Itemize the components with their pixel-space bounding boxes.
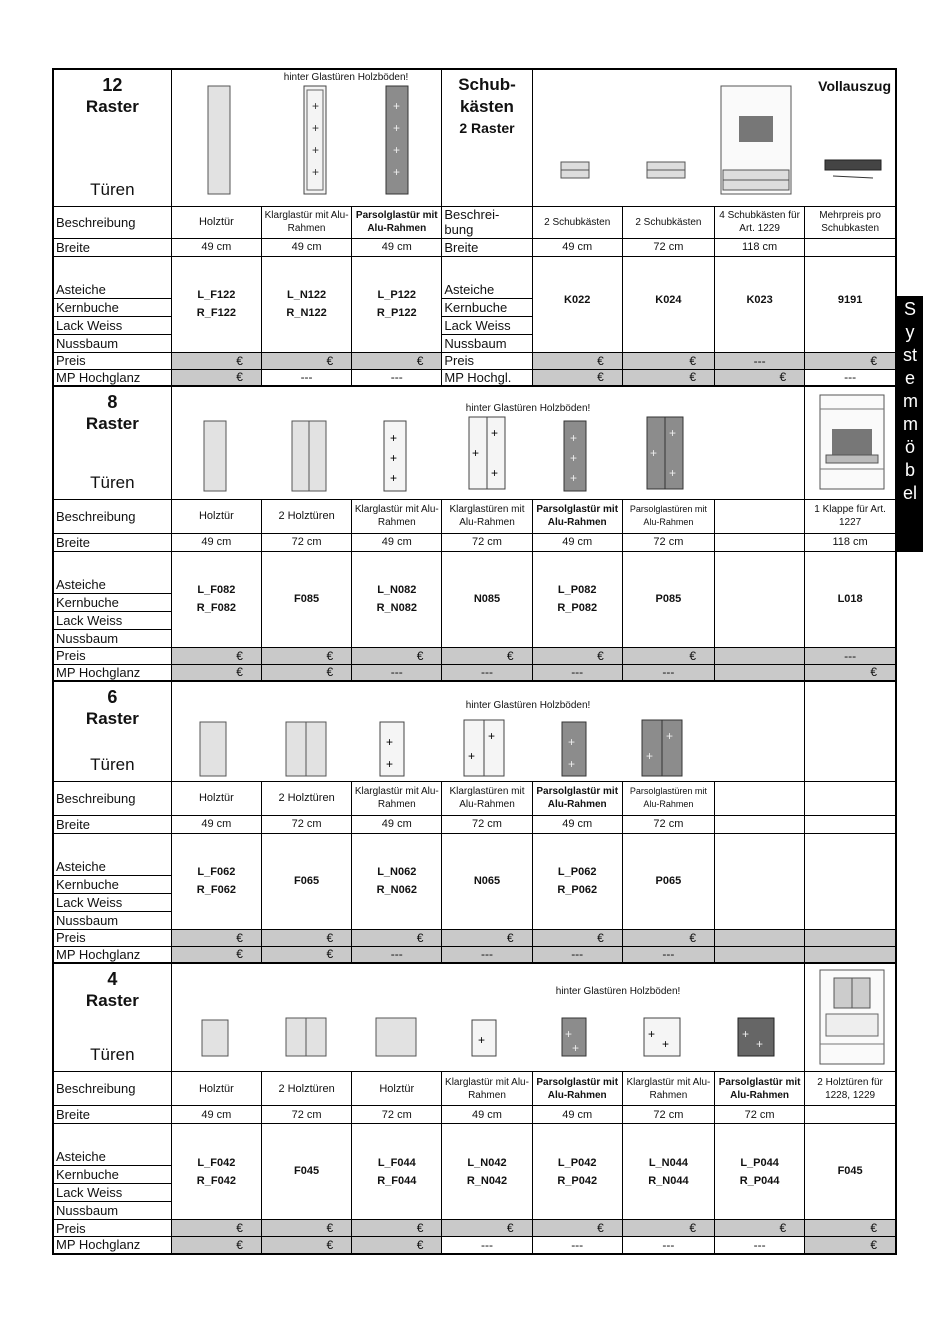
price-cell: € — [261, 929, 351, 946]
price-cell: --- — [805, 647, 896, 664]
mp-cell: € — [261, 664, 351, 681]
glass-note: hinter Glastüren Holzböden! — [555, 986, 681, 997]
mp-cell: --- — [442, 664, 532, 681]
svg-text:+: + — [741, 1027, 749, 1041]
width-cell: 49 cm — [442, 1106, 532, 1124]
desc-cell — [715, 781, 805, 815]
article-code: L018 — [805, 551, 896, 647]
price-cell: € — [171, 929, 261, 946]
price-cell — [715, 929, 805, 946]
width-cell: 49 cm — [171, 238, 261, 256]
label-mp: MP Hochglanz — [53, 1237, 171, 1254]
section-schub-images — [532, 69, 896, 206]
price-cell: € — [352, 1220, 442, 1237]
desc-cell: Parsolglastür mit Alu-Rahmen — [352, 206, 442, 238]
svg-text:+: + — [567, 735, 575, 749]
article-code: L_F082 R_F082 — [171, 551, 261, 647]
width-cell: 49 cm — [352, 238, 442, 256]
mp-cell: --- — [532, 664, 622, 681]
desc-cell: Parsolglastür mit Alu-Rahmen — [532, 1072, 622, 1106]
section-6-images — [171, 681, 804, 781]
finish-list: Asteiche Kernbuche Lack Weiss Nussbaum — [53, 833, 171, 929]
svg-text:+: + — [755, 1037, 763, 1051]
width-cell: 72 cm — [622, 238, 714, 256]
price-table — [52, 68, 897, 1255]
label-breite: Breite — [53, 815, 171, 833]
cabinet-illustration — [810, 964, 890, 1068]
door-illustrations — [172, 682, 805, 780]
price-cell: € — [352, 929, 442, 946]
svg-text:+: + — [385, 757, 393, 771]
svg-text:+: + — [647, 1027, 655, 1041]
price-cell: € — [171, 352, 261, 369]
svg-text:+: + — [389, 471, 397, 485]
price-cell: € — [622, 352, 714, 369]
price-cell: € — [171, 1220, 261, 1237]
mp-cell: € — [532, 369, 622, 386]
glass-note: hinter Glastüren Holzböden! — [465, 700, 591, 711]
desc-cell: Parsolglastüren mit Alu-Rahmen — [622, 499, 714, 533]
desc-cell: Holztür — [171, 1072, 261, 1106]
mp-cell: € — [622, 369, 714, 386]
label-beschreibung: Beschreibung — [53, 499, 171, 533]
label-breite: Breite — [53, 533, 171, 551]
svg-text:+: + — [569, 471, 577, 485]
width-cell: 49 cm — [352, 533, 442, 551]
svg-text:+: + — [649, 446, 657, 460]
article-code: F045 — [261, 1124, 351, 1220]
cabinet-illustration — [810, 389, 890, 493]
article-code: F065 — [261, 833, 351, 929]
article-code: F045 — [805, 1124, 896, 1220]
label-preis: Preis — [53, 647, 171, 664]
finish-list: Asteiche Kernbuche Lack Weiss Nussbaum — [53, 1124, 171, 1220]
svg-text:+: + — [392, 99, 400, 113]
price-cell: € — [261, 647, 351, 664]
glass-note: hinter Glastüren Holzböden! — [283, 72, 409, 83]
width-cell: 49 cm — [532, 533, 622, 551]
glass-note: hinter Glastüren Holzböden! — [465, 403, 591, 414]
desc-cell: 2 Holztüren — [261, 1072, 351, 1106]
svg-text:+: + — [569, 431, 577, 445]
svg-text:+: + — [487, 729, 495, 743]
article-code — [715, 551, 805, 647]
article-code: N065 — [442, 833, 532, 929]
desc-cell: 2 Schubkästen — [532, 206, 622, 238]
width-cell — [805, 815, 896, 833]
door-illustrations — [172, 964, 805, 1070]
label-breite: Breite — [53, 1106, 171, 1124]
mp-cell: € — [171, 369, 261, 386]
mp-cell: --- — [532, 1237, 622, 1254]
article-code: L_P042 R_P042 — [532, 1124, 622, 1220]
width-cell: 72 cm — [442, 815, 532, 833]
side-tab-systemmoebel — [897, 296, 923, 552]
section-8-title: 8 Raster Türen — [53, 386, 171, 499]
section-6-empty — [805, 681, 896, 781]
article-code: L_F122 R_F122 — [171, 256, 261, 352]
desc-cell: Klarglastür mit Alu-Rahmen — [261, 206, 351, 238]
width-cell: 118 cm — [715, 238, 805, 256]
article-code: L_P122 R_P122 — [352, 256, 442, 352]
article-code: N085 — [442, 551, 532, 647]
price-cell: --- — [715, 352, 805, 369]
desc-cell: 2 Holztüren — [261, 499, 351, 533]
article-code: L_F044 R_F044 — [352, 1124, 442, 1220]
desc-cell: Klarglastüren mit Alu-Rahmen — [442, 499, 532, 533]
article-code — [715, 833, 805, 929]
price-cell: € — [442, 929, 532, 946]
desc-cell: Holztür — [171, 781, 261, 815]
width-cell: 72 cm — [261, 533, 351, 551]
mp-cell: --- — [261, 369, 351, 386]
svg-text:+: + — [385, 735, 393, 749]
price-cell: € — [805, 352, 896, 369]
mp-cell: € — [805, 1237, 896, 1254]
price-cell: € — [352, 647, 442, 664]
section-8-images — [171, 386, 804, 499]
svg-text:+: + — [567, 757, 575, 771]
mp-cell: --- — [352, 946, 442, 963]
width-cell: 49 cm — [352, 815, 442, 833]
mp-cell: --- — [622, 946, 714, 963]
article-code: L_N042 R_N042 — [442, 1124, 532, 1220]
width-cell: 72 cm — [261, 1106, 351, 1124]
price-cell: € — [622, 1220, 714, 1237]
width-cell: 72 cm — [622, 815, 714, 833]
section-6-title: 6 Raster Türen — [53, 681, 171, 781]
desc-cell: Klarglastüren mit Alu-Rahmen — [442, 781, 532, 815]
mp-cell: € — [261, 1237, 351, 1254]
svg-text:+: + — [392, 143, 400, 157]
article-code: K023 — [715, 256, 805, 352]
desc-cell: Holztür — [352, 1072, 442, 1106]
svg-text:+: + — [389, 451, 397, 465]
svg-text:+: + — [668, 466, 676, 480]
svg-text:+: + — [392, 165, 400, 179]
desc-cell — [805, 781, 896, 815]
label-beschreibung: Beschreibung — [53, 1072, 171, 1106]
mp-cell: --- — [622, 664, 714, 681]
svg-text:+: + — [569, 451, 577, 465]
svg-text:+: + — [311, 121, 319, 135]
price-cell: € — [622, 929, 714, 946]
width-cell: 72 cm — [622, 1106, 714, 1124]
width-cell — [805, 1106, 896, 1124]
svg-text:+: + — [392, 121, 400, 135]
label-preis: Preis — [53, 929, 171, 946]
mp-cell: --- — [715, 1237, 805, 1254]
section-4-title: 4 Raster Türen — [53, 963, 171, 1072]
width-cell — [715, 533, 805, 551]
mp-cell: --- — [352, 369, 442, 386]
desc-cell: Holztür — [171, 206, 261, 238]
article-code: L_F042 R_F042 — [171, 1124, 261, 1220]
label-mp: MP Hochglanz — [53, 946, 171, 963]
label-breite: Breite — [442, 238, 532, 256]
desc-cell: Parsolglastür mit Alu-Rahmen — [532, 499, 622, 533]
price-cell: € — [532, 929, 622, 946]
price-cell: € — [532, 1220, 622, 1237]
width-cell: 49 cm — [171, 1106, 261, 1124]
svg-text:+: + — [665, 729, 673, 743]
svg-text:+: + — [311, 99, 319, 113]
mp-cell: --- — [532, 946, 622, 963]
svg-text:+: + — [661, 1037, 669, 1051]
mp-cell: € — [171, 946, 261, 963]
finish-list: Asteiche Kernbuche Lack Weiss Nussbaum — [442, 256, 532, 352]
article-code: L_N122 R_N122 — [261, 256, 351, 352]
article-code: L_N062 R_N062 — [352, 833, 442, 929]
label-mp: MP Hochglanz — [53, 369, 171, 386]
width-cell: 49 cm — [532, 238, 622, 256]
section-8-cabinet — [805, 386, 896, 499]
mp-cell: --- — [352, 664, 442, 681]
price-cell: € — [261, 1220, 351, 1237]
svg-text:+: + — [490, 426, 498, 440]
mp-cell — [805, 946, 896, 963]
price-cell: € — [805, 1220, 896, 1237]
label-breite: Breite — [53, 238, 171, 256]
price-cell: € — [622, 647, 714, 664]
svg-text:+: + — [571, 1041, 579, 1055]
mp-cell — [715, 946, 805, 963]
side-tab-text: Systemmöbel — [903, 299, 918, 503]
section-4-images — [171, 963, 804, 1072]
article-code: L_P082 R_P082 — [532, 551, 622, 647]
desc-cell: Holztür — [171, 499, 261, 533]
mp-cell: € — [352, 1237, 442, 1254]
article-code: L_F062 R_F062 — [171, 833, 261, 929]
vollauszug-note: Vollauszug — [818, 78, 891, 94]
label-preis: Preis — [442, 352, 532, 369]
drawer-illustrations — [543, 80, 893, 202]
label-beschreibung-split: Beschrei- bung — [442, 206, 532, 238]
width-cell: 49 cm — [171, 533, 261, 551]
width-cell: 72 cm — [261, 815, 351, 833]
width-cell: 72 cm — [442, 533, 532, 551]
width-cell — [805, 238, 896, 256]
label-mp: MP Hochglanz — [53, 664, 171, 681]
mp-cell: € — [715, 369, 805, 386]
price-cell: € — [261, 352, 351, 369]
section-schub-title: Schub- kästen 2 Raster — [442, 69, 532, 206]
svg-text:+: + — [668, 426, 676, 440]
width-cell — [715, 815, 805, 833]
svg-text:+: + — [467, 749, 475, 763]
price-cell: € — [171, 647, 261, 664]
mp-cell: --- — [442, 1237, 532, 1254]
desc-cell: 2 Holztüren für 1228, 1229 — [805, 1072, 896, 1106]
price-cell: € — [442, 1220, 532, 1237]
section-12-images — [171, 69, 442, 206]
label-preis: Preis — [53, 1220, 171, 1237]
width-cell: 49 cm — [171, 815, 261, 833]
desc-cell: 1 Klappe für Art. 1227 — [805, 499, 896, 533]
section-12-title: 12 Raster Türen — [53, 69, 171, 206]
svg-text:+: + — [389, 431, 397, 445]
desc-cell: 4 Schubkästen für Art. 1229 — [715, 206, 805, 238]
width-cell: 49 cm — [532, 815, 622, 833]
desc-cell: Klarglastür mit Alu-Rahmen — [622, 1072, 714, 1106]
svg-text:+: + — [477, 1033, 485, 1047]
desc-cell: 2 Holztüren — [261, 781, 351, 815]
article-code: L_N044 R_N044 — [622, 1124, 714, 1220]
article-code: 9191 — [805, 256, 896, 352]
price-cell: € — [532, 352, 622, 369]
mp-cell: € — [261, 946, 351, 963]
price-cell: € — [715, 1220, 805, 1237]
price-cell: € — [532, 647, 622, 664]
price-cell — [715, 647, 805, 664]
svg-text:+: + — [311, 165, 319, 179]
article-code: L_P044 R_P044 — [715, 1124, 805, 1220]
desc-cell: Parsolglastüren mit Alu-Rahmen — [622, 781, 714, 815]
price-cell — [805, 929, 896, 946]
width-cell: 49 cm — [261, 238, 351, 256]
article-code: L_P062 R_P062 — [532, 833, 622, 929]
desc-cell: 2 Schubkästen — [622, 206, 714, 238]
finish-list: Asteiche Kernbuche Lack Weiss Nussbaum — [53, 551, 171, 647]
mp-cell — [715, 664, 805, 681]
finish-list: Asteiche Kernbuche Lack Weiss Nussbaum — [53, 256, 171, 352]
desc-cell: Klarglastür mit Alu-Rahmen — [442, 1072, 532, 1106]
article-code: K024 — [622, 256, 714, 352]
article-code: L_N082 R_N082 — [352, 551, 442, 647]
desc-cell: Parsolglastür mit Alu-Rahmen — [532, 781, 622, 815]
article-code: F085 — [261, 551, 351, 647]
mp-cell: --- — [805, 369, 896, 386]
svg-text:+: + — [490, 466, 498, 480]
width-cell: 118 cm — [805, 533, 896, 551]
price-cell: € — [352, 352, 442, 369]
svg-text:+: + — [645, 749, 653, 763]
width-cell: 72 cm — [352, 1106, 442, 1124]
label-preis: Preis — [53, 352, 171, 369]
mp-cell: --- — [442, 946, 532, 963]
article-code: P085 — [622, 551, 714, 647]
article-code — [805, 833, 896, 929]
label-beschreibung: Beschreibung — [53, 206, 171, 238]
width-cell: 72 cm — [715, 1106, 805, 1124]
mp-cell: € — [805, 664, 896, 681]
price-cell: € — [442, 647, 532, 664]
article-code: P065 — [622, 833, 714, 929]
door-illustrations — [172, 387, 805, 499]
desc-cell: Klarglastür mit Alu-Rahmen — [352, 499, 442, 533]
door-illustrations — [202, 80, 442, 202]
article-code: K022 — [532, 256, 622, 352]
svg-text:+: + — [564, 1027, 572, 1041]
desc-cell: Klarglastür mit Alu-Rahmen — [352, 781, 442, 815]
svg-text:+: + — [471, 446, 479, 460]
width-cell: 49 cm — [532, 1106, 622, 1124]
width-cell: 72 cm — [622, 533, 714, 551]
label-mp: MP Hochgl. — [442, 369, 532, 386]
desc-cell: Parsolglastür mit Alu-Rahmen — [715, 1072, 805, 1106]
label-beschreibung: Beschreibung — [53, 781, 171, 815]
svg-text:+: + — [311, 143, 319, 157]
mp-cell: € — [171, 1237, 261, 1254]
section-4-cabinet — [805, 963, 896, 1072]
desc-cell — [715, 499, 805, 533]
mp-cell: --- — [622, 1237, 714, 1254]
mp-cell: € — [171, 664, 261, 681]
desc-cell: Mehrpreis pro Schubkasten — [805, 206, 896, 238]
